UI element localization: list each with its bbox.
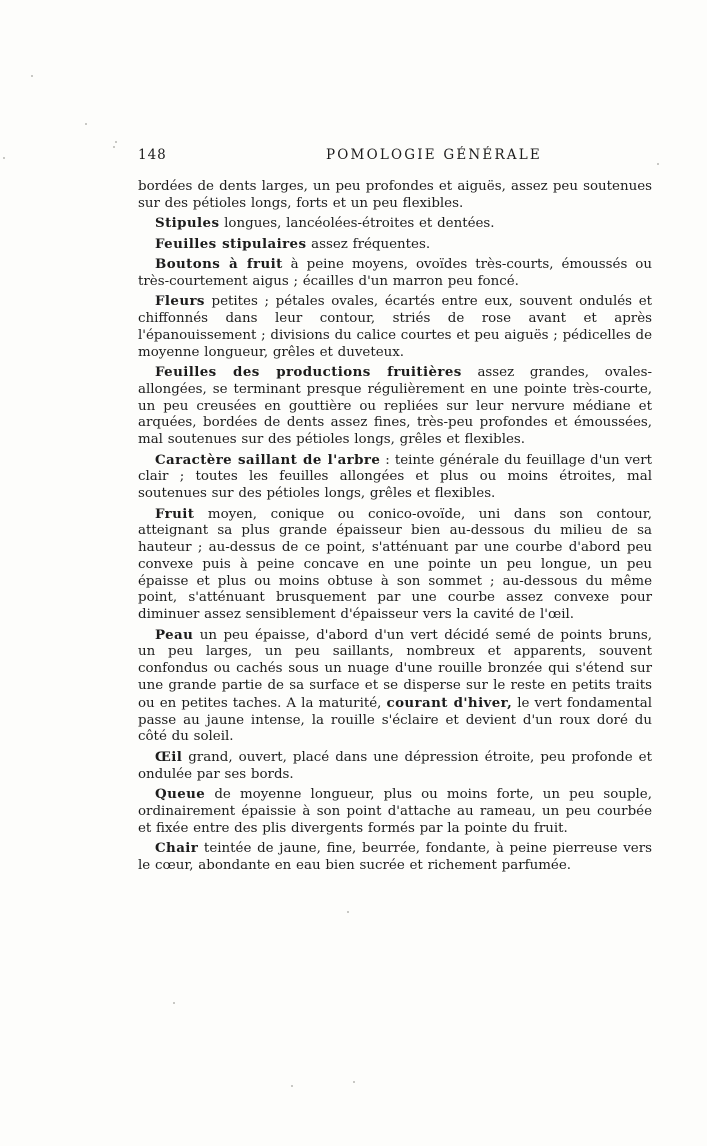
page-header xyxy=(0,147,707,167)
scan-speck xyxy=(173,1002,175,1004)
paragraph xyxy=(138,256,652,291)
bold-term: courant d'hiver, xyxy=(386,694,513,711)
running-title: POMOLOGIE GÉNÉRALE xyxy=(326,147,542,163)
bold-term: Boutons à fruit xyxy=(155,255,283,272)
paragraph xyxy=(138,236,652,254)
scan-speck xyxy=(347,911,349,913)
paragraph xyxy=(138,452,652,503)
bold-term: Caractère saillant de l'arbre xyxy=(155,451,381,468)
body-run: teintée de jaune, fine, beurrée, fondante, à peine pierreuse vers le cœur, abondante en eau bien sucrée et richement parfumée. xyxy=(138,841,652,873)
body-run: assez grandes, ovales-allongées, se terminant presque régulièrement en une pointe très-courte, un peu creusées en gouttière ou repliées sur leur nervure médiane et arquées, bordées de dents assez fines, très-peu profondes et émoussées, mal soutenues sur des pétioles longs, grêles et flexibles. xyxy=(138,364,652,448)
bold-term: Feuilles des productions fruitières xyxy=(155,363,462,380)
body-run: bordées de dents larges, un peu profondes et aiguës, assez peu soutenues sur des pétioles longs, forts et un peu flexibles. xyxy=(138,179,652,211)
paragraph xyxy=(138,293,652,361)
paragraph xyxy=(138,627,652,747)
scan-speck xyxy=(291,1085,293,1087)
paragraph xyxy=(138,179,652,213)
bold-term: Queue xyxy=(155,786,206,803)
scan-speck xyxy=(353,1081,355,1083)
paragraph xyxy=(138,215,652,233)
body-run: un peu épaisse, d'abord d'un vert décidé semé de points bruns, un peu larges, un peu saillants, nombreux et apparents, souvent confondus ou cachés sous un nuage d'une rouille bronzée qui s'étend sur une grande partie de sa surface et se disperse sur le reste en petits traits ou en petites taches. A la maturité, xyxy=(138,627,652,711)
bold-term: Fleurs xyxy=(155,293,205,310)
body-run: de moyenne longueur, plus ou moins forte, un peu souple, ordinairement épaissie à son point d'attache au rameau, un peu courbée et fixée entre des plis divergents formés par la pointe du fruit. xyxy=(138,787,652,836)
body-text xyxy=(138,179,652,875)
scan-speck xyxy=(115,141,117,143)
body-run: petites ; pétales ovales, écartés entre eux, souvent ondulés et chiffonnés dans leur contour, striés de rose avant et après l'épanouissement ; divisions du calice courtes et peu aiguës ; pédicelles de moyenne longueur, grêles et duveteux. xyxy=(138,294,652,360)
paragraph xyxy=(138,749,652,784)
body-run: à peine moyens, ovoïdes très-courts, émoussés ou très-courtement aigus ; écailles d'un marron peu foncé. xyxy=(138,256,652,289)
bold-term: Œil xyxy=(155,748,183,765)
body-run: moyen, conique ou conico-ovoïde, uni dans son contour, atteignant sa plus grande épaisseur bien au-dessous du milieu de sa hauteur ; au-dessus de ce point, s'atténuant par une courbe d'abord peu convexe puis à peine concave en une pointe un peu longue, un peu épaisse et plus ou moins obtuse à son sommet ; au-dessous du même point, s'atténuant brusquement par une courbe assez convexe pour diminuer assez sensiblement d'épaisseur vers la cavité de l'œil. xyxy=(138,506,652,623)
paragraph xyxy=(138,786,652,837)
bold-term: Chair xyxy=(155,840,199,857)
bold-term: Feuilles stipulaires xyxy=(155,235,307,252)
paragraph xyxy=(138,840,652,875)
bold-term: Fruit xyxy=(155,505,195,522)
page-number: 148 xyxy=(138,147,167,163)
body-run: le vert fondamental passe au jaune intense, la rouille s'éclaire et devient d'un roux doré du côté du soleil. xyxy=(138,695,652,745)
bold-term: Stipules xyxy=(155,215,220,232)
body-run: grand, ouvert, placé dans une dépression étroite, peu profonde et ondulée par ses bords. xyxy=(138,749,652,782)
bold-term: Peau xyxy=(155,626,194,643)
body-run: assez fréquentes. xyxy=(306,236,431,252)
body-run: : teinte générale du feuillage d'un vert clair ; toutes les feuilles allongées et plus ou moins étroites, mal soutenues sur des pétioles longs, grêles et flexibles. xyxy=(138,452,652,502)
body-run: longues, lancéolées-étroites et dentées. xyxy=(219,216,495,232)
paragraph xyxy=(138,364,652,449)
paragraph xyxy=(138,506,652,625)
scan-speck xyxy=(85,123,87,125)
scan-speck xyxy=(31,75,33,77)
